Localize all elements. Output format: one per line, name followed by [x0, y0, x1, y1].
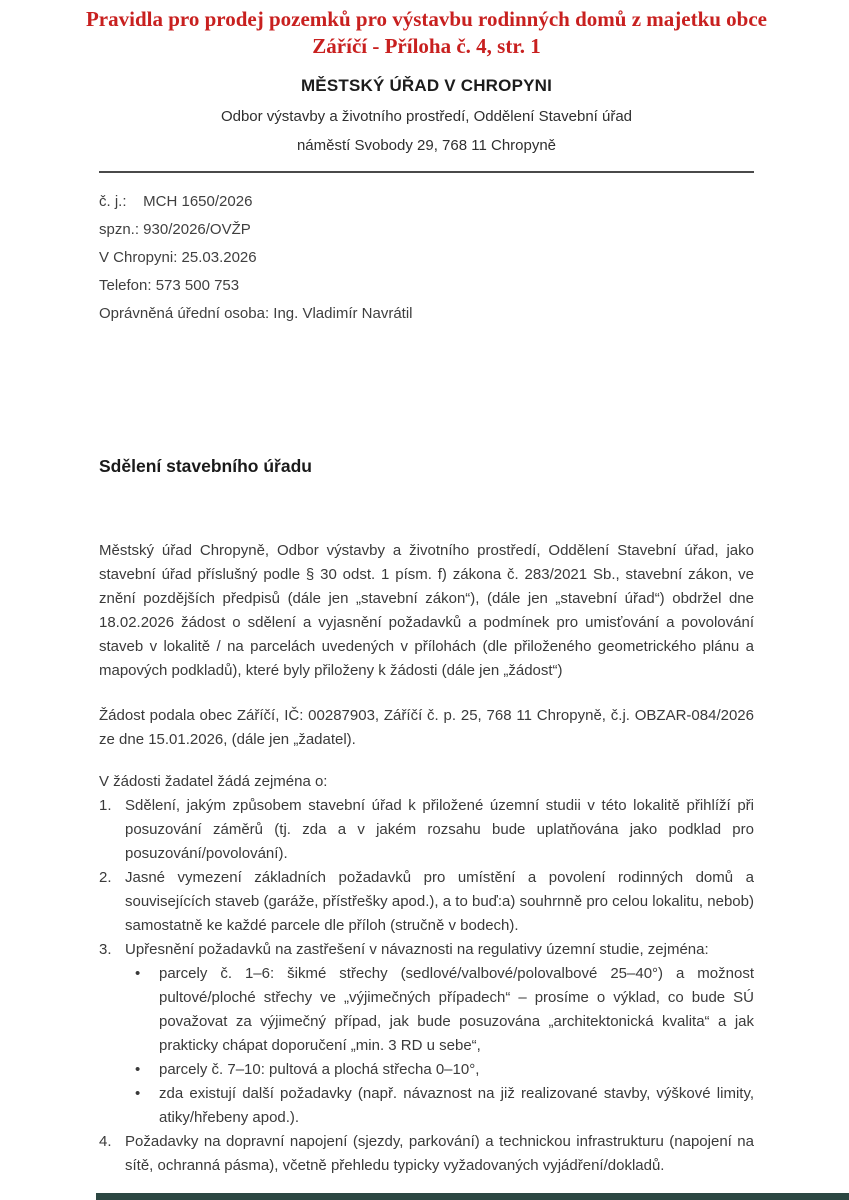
- meta-official: Oprávněná úřední osoba: Ing. Vladimír Navrátil: [99, 305, 413, 322]
- list-item-2: [99, 866, 754, 938]
- list-item-3-bullet-3: [99, 1082, 754, 1130]
- bottom-scan-bar: [96, 1193, 849, 1200]
- list-item-3-bullet-2: [99, 1058, 754, 1082]
- list-item-4-text: Požadavky na dopravní napojení (sjezdy, parkování) a technickou infrastrukturu (napojení na sítě, ochranná pásma), včetně přehledu typicky vyžadovaných vyjádření/dokladů.: [125, 1133, 754, 1174]
- bullet-icon: •: [135, 1061, 141, 1078]
- list-item-3-text: Upřesnění požadavků na zastřešení v návaznosti na regulativy územní studie, zejména:: [125, 941, 709, 958]
- meta-phone: Telefon: 573 500 753: [99, 277, 240, 294]
- list-item-2-number: 2.: [99, 869, 112, 886]
- doc-title-line2: Záříčí - Příloha č. 4, str. 1: [312, 34, 541, 58]
- section-heading: Sdělení stavebního úřadu: [99, 456, 312, 476]
- bullet-icon: •: [135, 1085, 141, 1102]
- paragraph-applicant: Žádost podala obec Záříčí, IČ: 00287903, Záříčí č. p. 25, 768 11 Chropyně, č.j. OBZAR-084/2026 ze dne 15.01.2026, (dále jen „žadatel).: [99, 707, 754, 748]
- letterhead-divider: [99, 171, 754, 173]
- list-item-4: [99, 1130, 754, 1178]
- meta-block: [99, 188, 754, 328]
- list-item-3-bullet-1: [99, 962, 754, 1058]
- list-item-3-bullet-3-text: zda existují další požadavky (např. návaznost na již realizované stavby, výškové limity, atiky/hřebeny apod.).: [159, 1085, 754, 1126]
- doc-title-line1: Pravidla pro prodej pozemků pro výstavbu rodinných domů z majetku obce: [85, 7, 767, 31]
- list-item-1-text: Sdělení, jakým způsobem stavební úřad k přiložené územní studii v této lokalitě přihlíží při posuzování záměrů (tj. zda a v jakém rozsahu bude uplatňována jako podklad pro posuzování/povolování).: [125, 797, 754, 862]
- letterhead-department: Odbor výstavby a životního prostředí, Oddělení Stavební úřad: [220, 108, 633, 125]
- paragraph-intro-authority: Městský úřad Chropyně, Odbor výstavby a životního prostředí, Oddělení Stavební úřad, jako stavební úřad příslušný podle § 30 odst. 1 písm. f) zákona č. 283/2021 Sb., stavební zákon, ve znění pozdějších předpisů (dále jen „stavební zákon“), (dále jen „stavební úřad“) obdržel dne 18.02.2026 žádost o sdělení a vyjasnění požadavků a podmínek pro umisťování a povolování staveb v lokalitě / na parcelách uvedených v přílohách (dle přiloženého geometrického plánu a mapových podkladů), které byly přiloženy k žádosti (dále jen „žádost“): [99, 542, 754, 679]
- doc-title: [49, 6, 804, 60]
- list-item-2-text: Jasné vymezení základních požadavků pro umístění a povolení rodinných domů a souvisejících staveb (garáže, přístřešky apod.), a to buď:a) souhrnně pro celou lokalitu, nebob) samostatně ke každé parcele dle příloh (stručně v bodech).: [125, 869, 754, 934]
- list-item-3: [99, 938, 754, 962]
- meta-place-date: V Chropyni: 25.03.2026: [99, 249, 257, 266]
- list-item-3-bullet-2-text: parcely č. 7–10: pultová a plochá střecha 0–10°,: [159, 1061, 480, 1078]
- bullet-icon: •: [135, 965, 141, 982]
- list-intro: V žádosti žadatel žádá zejména o:: [99, 773, 328, 790]
- letterhead-address: náměstí Svobody 29, 768 11 Chropyně: [296, 137, 557, 154]
- list-item-1: [99, 794, 754, 866]
- list-item-1-number: 1.: [99, 797, 112, 814]
- meta-file-number: č. j.: MCH 1650/2026: [99, 193, 253, 210]
- list-item-3-number: 3.: [99, 941, 112, 958]
- letterhead-office-name: MĚSTSKÝ ÚŘAD V CHROPYNI: [300, 76, 553, 95]
- list-item-4-number: 4.: [99, 1133, 112, 1150]
- meta-ref-number: spzn.: 930/2026/OVŽP: [99, 221, 251, 238]
- list-item-3-bullet-1-text: parcely č. 1–6: šikmé střechy (sedlové/valbové/polovalbové 25–40°) a možnost pultové/ploché střechy ve „výjimečných případech“ – prosíme o výklad, co bude SÚ považovat za výjimečný případ, jak bude posuzována „architektonická kvalita“ a jak prakticky chápat doporučení „min. 3 RD u sebe“,: [159, 965, 754, 1054]
